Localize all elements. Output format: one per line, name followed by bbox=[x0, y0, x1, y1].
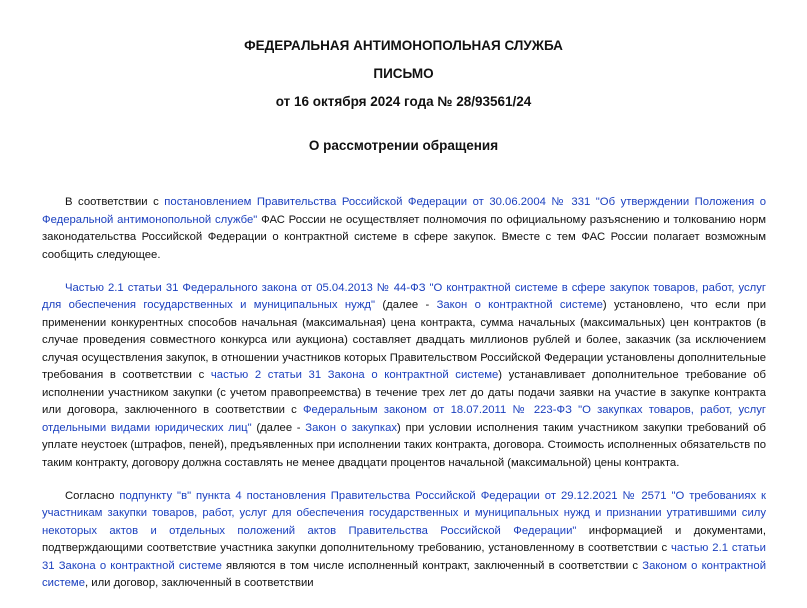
paragraph-text: ) при условии исполнения таким участником закупки требований об уплате неустоек (штрафов, пеней), предъявленных при исполнении таких контракта, договора. Стоимость исполненных обязательств по таким контракту, договору должна составлять не менее двадцати процентов начальной (максимальной) цены контракта. bbox=[42, 421, 766, 469]
paragraph-text: ФАС России не осуществляет полномочия по официальному разъяснению и толкованию норм законодательства Российской Федерации о контрактной системе в сфере закупок. Вместе с тем ФАС России полагает возможным сообщить следующее. bbox=[42, 213, 766, 261]
paragraph-text: , или договор, заключенный в соответствии bbox=[85, 577, 314, 589]
agency-title: ФЕДЕРАЛЬНАЯ АНТИМОНОПОЛЬНАЯ СЛУЖБА bbox=[244, 38, 563, 53]
document-date-number: от 16 октября 2024 года № 28/93561/24 bbox=[275, 94, 532, 109]
legal-reference-link[interactable]: Законом о контрактной системе bbox=[42, 559, 767, 589]
paragraph-text: являются в том числе исполненный контракт, заключенный в соответствии с bbox=[221, 559, 643, 572]
paragraph-text: ) устанавливает дополнительное требование об исполнении участником закупки (с учетом правопреемства) в течение трех лет до даты подачи заявки на участие в закупке контракта или договора, заключенного в соответствии с bbox=[42, 369, 766, 416]
legal-reference-link[interactable]: подпункту "в" пункта 4 постановления Правительства Российской Федерации от 29.12.2021 № 2571 "О требованиях к участникам закупки товаров, работ, услуг для обеспечения государственных и муниципальных нужд и признании утратившими силу некоторых актов и отдельных положений актов Правительства Российской Федерации" bbox=[42, 489, 766, 537]
legal-reference-link[interactable]: постановлением Правительства Российской Федерации от 30.06.2004 № 331 "Об утверждении Положения о Федеральной антимонопольной службе" bbox=[42, 196, 767, 226]
legal-reference-link[interactable]: Федеральным законом от 18.07.2011 № 223-ФЗ "О закупках товаров, работ, услуг отдельными видами юридических лиц" bbox=[42, 404, 766, 434]
legal-reference-link[interactable]: Закон о контрактной системе bbox=[436, 299, 603, 311]
legal-reference-link[interactable]: частью 2.1 статьи 31 Закона о контрактной системе bbox=[42, 542, 766, 572]
document-type: ПИСЬМО bbox=[373, 66, 434, 81]
legal-reference-link[interactable]: Закон о закупках bbox=[305, 421, 398, 434]
paragraph-text: (далее - bbox=[375, 299, 437, 311]
paragraph-text: Согласно bbox=[65, 489, 120, 502]
paragraph bbox=[42, 280, 766, 473]
legal-reference-link[interactable]: Частью 2.1 статьи 31 Федерального закона от 05.04.2013 № 44-ФЗ "О контрактной системе в сфере закупок товаров, работ, услуг для обеспечения государственных и муниципальных нужд" bbox=[42, 281, 766, 311]
paragraph-text: В соответствии с bbox=[65, 196, 165, 208]
paragraph-text: информацией и документами, подтверждающими соответствие участника закупки дополнительному требованию, установленному в соответствии с bbox=[42, 524, 766, 554]
legal-reference-link[interactable]: частью 2 статьи 31 Закона о контрактной системе bbox=[210, 369, 499, 381]
paragraph bbox=[42, 194, 766, 264]
document-body bbox=[42, 194, 766, 608]
paragraph bbox=[42, 488, 766, 593]
document-subject: О рассмотрении обращения bbox=[308, 138, 499, 153]
paragraph-text: ) установлено, что если при применении конкурентных способов начальная (максимальная) цена контракта, сумма начальных (максимальных) цен контрактов (в случае проведения совместного конкурса или аукциона) составляет двадцать миллионов рублей и более, заказчик (за исключением случая осуществления закупок, в отношении участников которых Правительством Российской Федерации установлены дополнительные требования в соответствии с bbox=[42, 299, 767, 381]
paragraph-text: (далее - bbox=[251, 421, 306, 434]
